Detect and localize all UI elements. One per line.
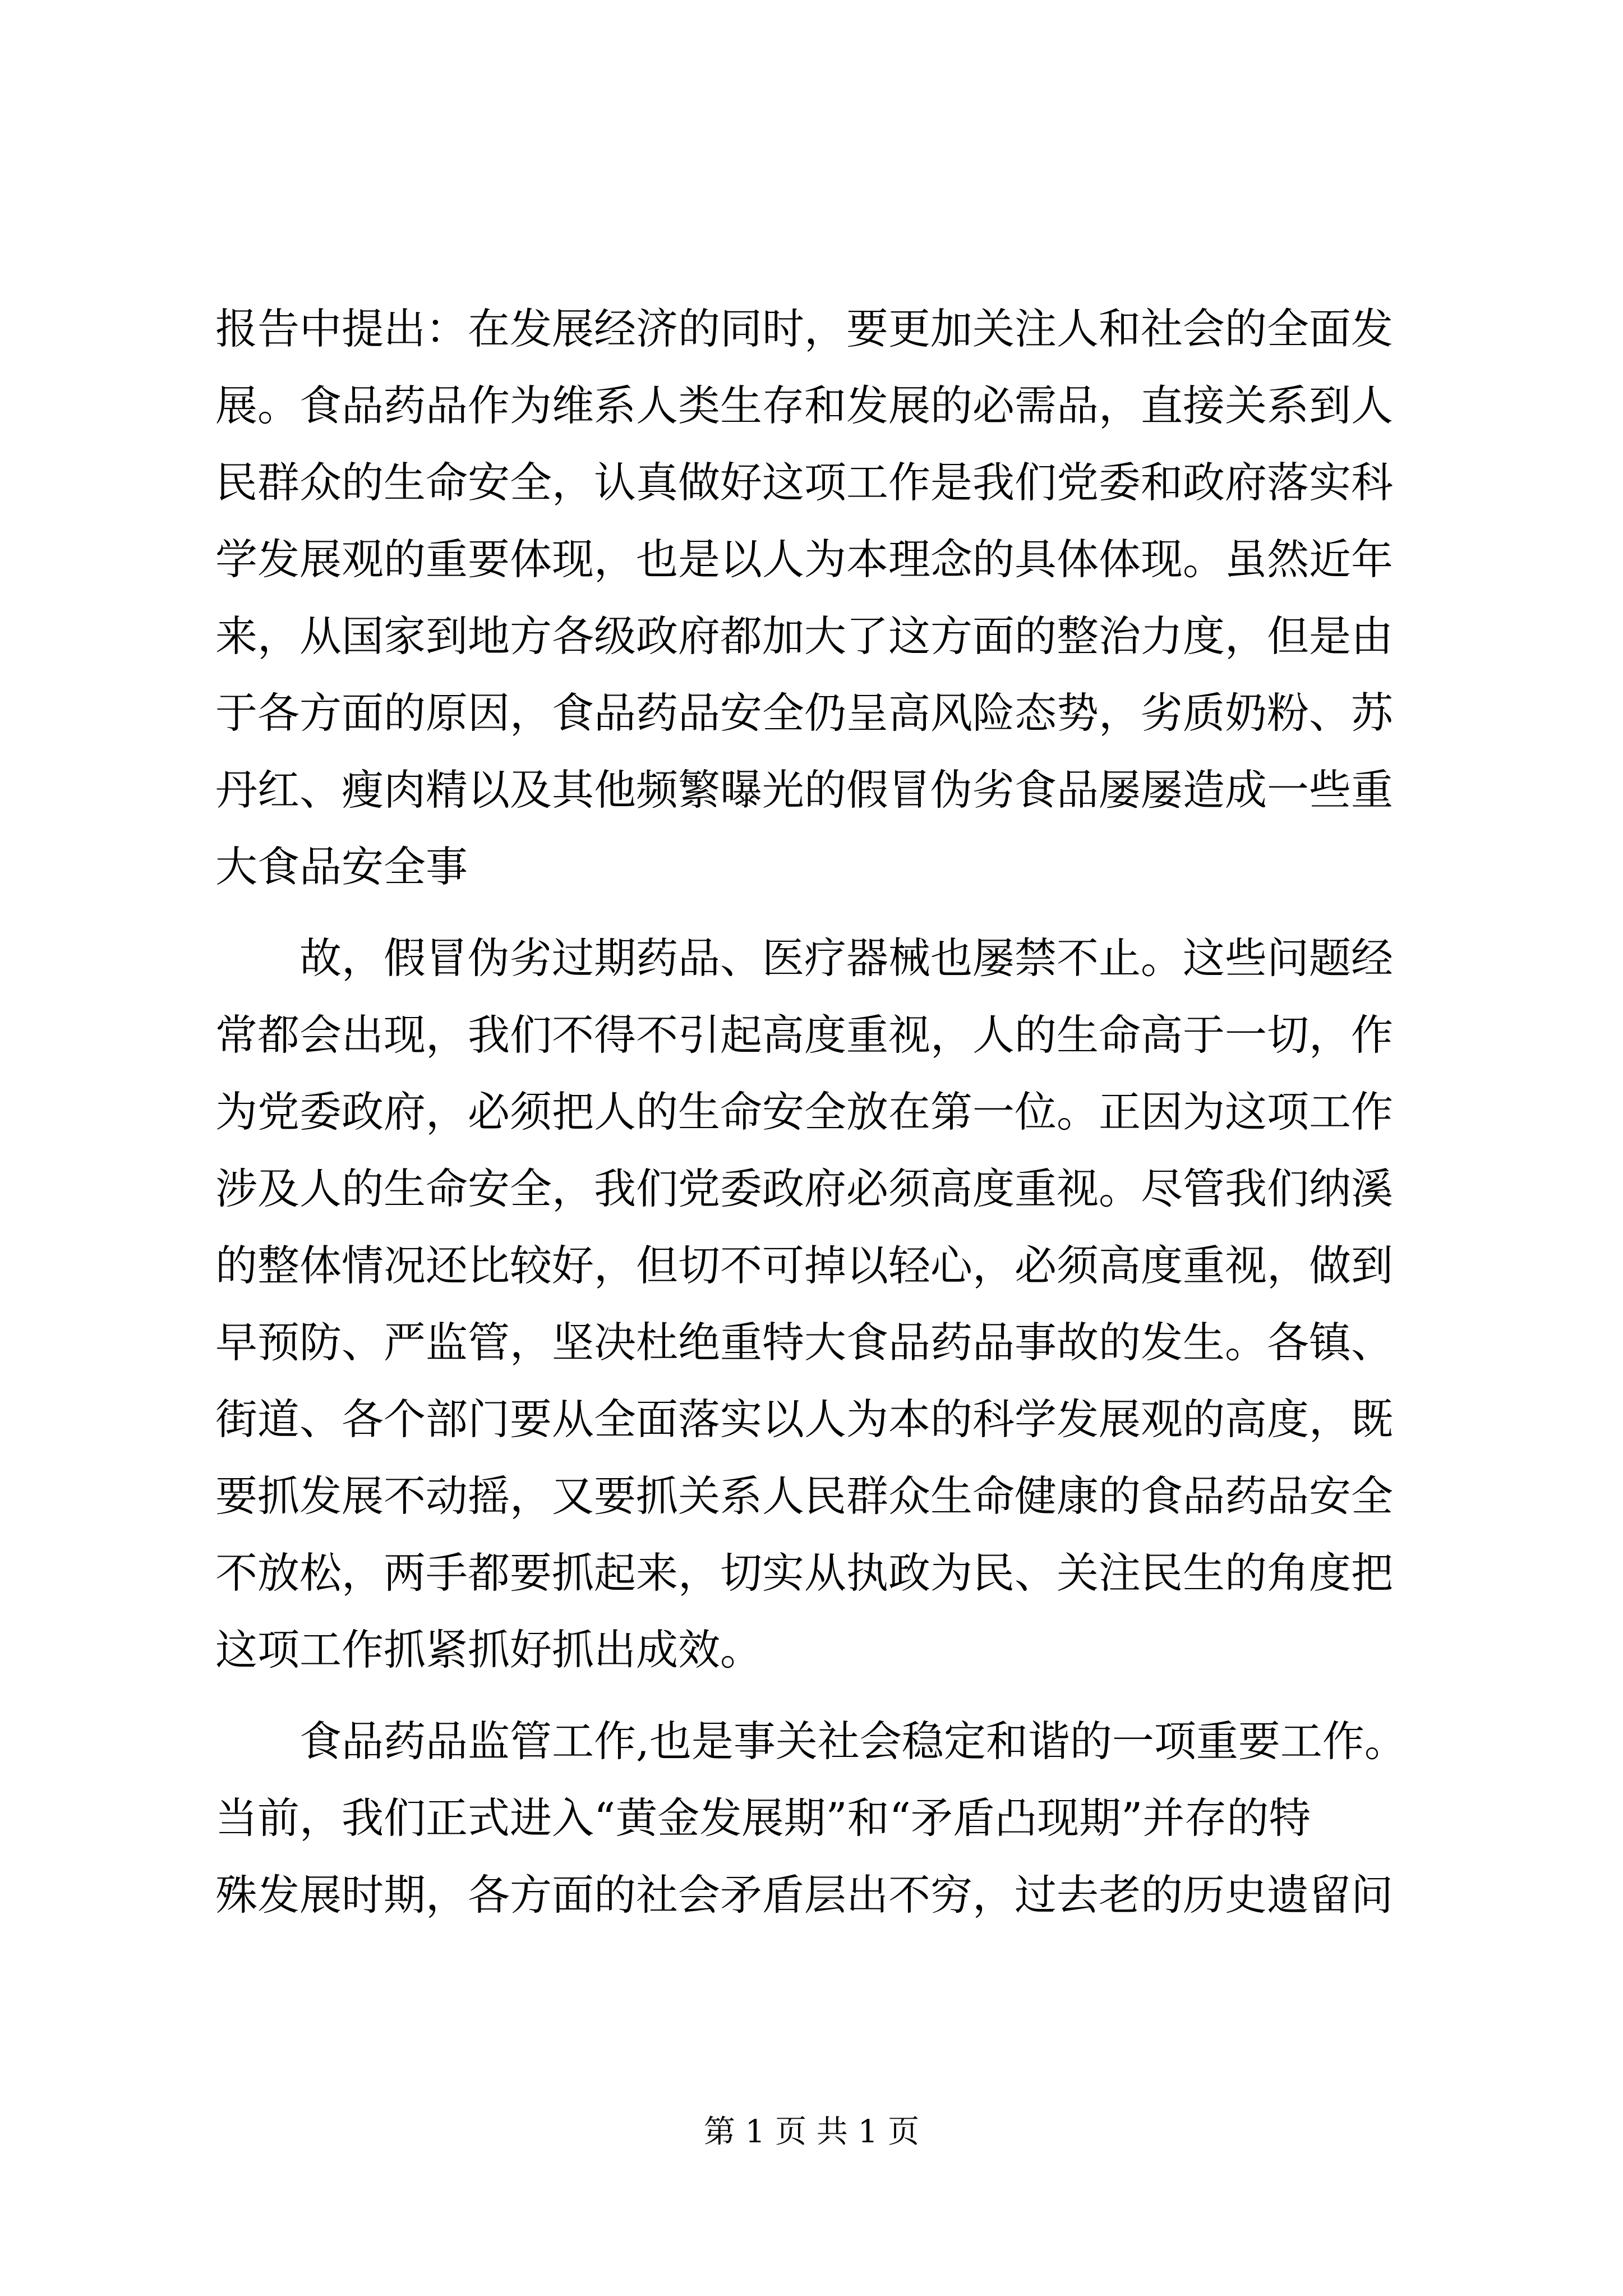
text-line: 早预防、严监管，坚决杜绝重特大食品药品事故的发生。各镇、	[215, 1318, 1394, 1367]
page-footer: 第 1 页 共 1 页	[703, 2114, 920, 2150]
text-line: 不放松，两手都要抓起来，切实从执政为民、关注民生的角度把	[215, 1548, 1394, 1598]
paragraph-gap	[215, 905, 1452, 920]
text-line: 殊发展时期，各方面的社会矛盾层出不穷，过去老的历史遗留问	[215, 1870, 1394, 1920]
text-line: 来，从国家到地方各级政府都加大了这方面的整治力度，但是由	[215, 611, 1394, 661]
paragraph-gap	[215, 1688, 1452, 1703]
text-line: 的整体情况还比较好，但切不可掉以轻心，必须高度重视，做到	[215, 1241, 1394, 1290]
text-line: 食品药品监管工作,也是事关社会稳定和谐的一项重要工作。	[299, 1717, 1407, 1766]
text-line: 为党委政府，必须把人的生命安全放在第一位。正因为这项工作	[215, 1087, 1394, 1137]
text-line: 涉及人的生命安全，我们党委政府必须高度重视。尽管我们纳溪	[215, 1164, 1394, 1213]
text-line: 故，假冒伪劣过期药品、医疗器械也屡禁不止。这些问题经	[299, 933, 1394, 983]
paragraph	[215, 920, 1452, 1688]
paragraph	[215, 291, 1452, 905]
document-body	[215, 291, 1452, 1934]
text-line: 民群众的生命安全，认真做好这项工作是我们党委和政府落实科	[215, 458, 1394, 507]
text-line: 学发展观的重要体现，也是以人为本理念的具体体现。虽然近年	[215, 535, 1394, 584]
text-line: 报告中提出：在发展经济的同时，要更加关注人和社会的全面发	[215, 304, 1394, 353]
text-line: 于各方面的原因，食品药品安全仍呈高风险态势，劣质奶粉、苏	[215, 688, 1394, 738]
text-line: 丹红、瘦肉精以及其他频繁曝光的假冒伪劣食品屡屡造成一些重	[215, 765, 1394, 815]
text-line: 当前，我们正式进入“黄金发展期”和“矛盾凸现期”并存的特	[215, 1793, 1311, 1843]
text-line: 大食品安全事	[215, 842, 468, 891]
text-line: 常都会出现，我们不得不引起高度重视，人的生命高于一切，作	[215, 1010, 1394, 1060]
text-line: 这项工作抓紧抓好抓出成效。	[215, 1625, 763, 1674]
text-line: 街道、各个部门要从全面落实以人为本的科学发展观的高度，既	[215, 1395, 1394, 1444]
text-line: 展。食品药品作为维系人类生存和发展的必需品，直接关系到人	[215, 381, 1394, 430]
text-line: 要抓发展不动摇，又要抓关系人民群众生命健康的食品药品安全	[215, 1471, 1394, 1521]
paragraph	[215, 1703, 1452, 1934]
